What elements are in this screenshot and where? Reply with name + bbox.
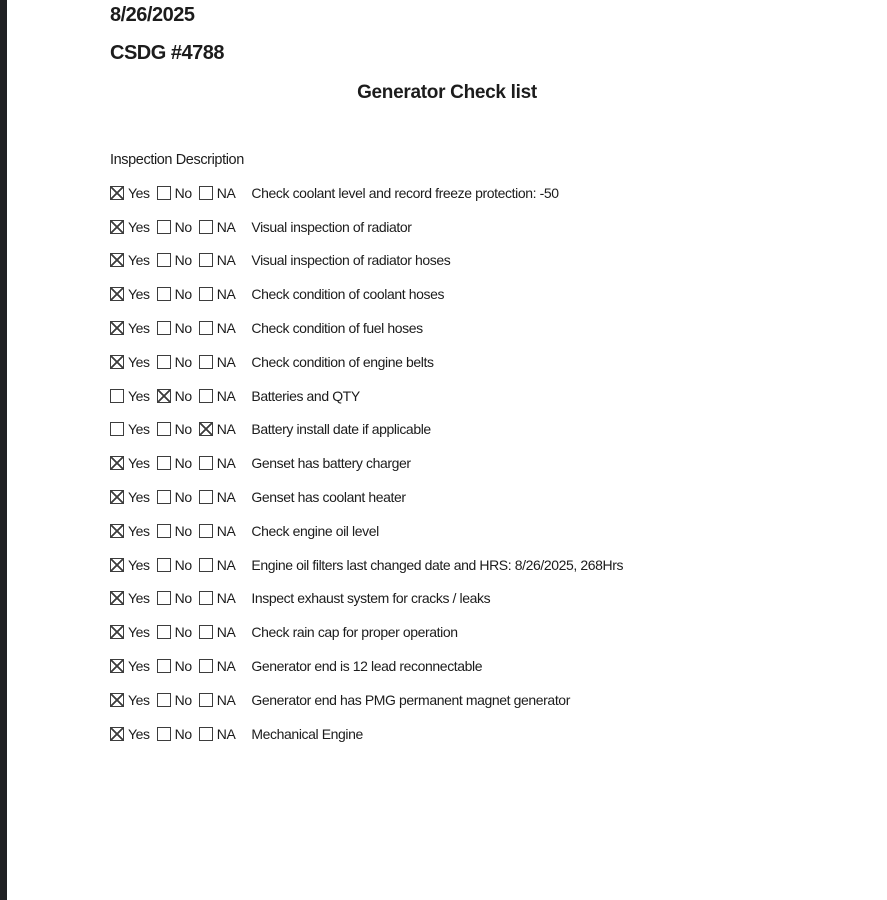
yes-checkbox[interactable] [110, 422, 124, 436]
na-checkbox[interactable] [199, 287, 213, 301]
checklist-row [110, 379, 887, 413]
na-checkbox[interactable] [199, 321, 213, 335]
yes-checkbox[interactable] [110, 253, 124, 267]
na-checkbox-label: NA [216, 590, 236, 607]
checklist-item-description: Visual inspection of radiator [251, 218, 412, 235]
na-checkbox-label: NA [216, 353, 236, 370]
no-checkbox-label: No [174, 184, 192, 201]
no-checkbox[interactable] [157, 186, 171, 200]
no-checkbox[interactable] [157, 558, 171, 572]
no-checkbox[interactable] [157, 422, 171, 436]
no-checkbox[interactable] [157, 727, 171, 741]
na-checkbox-label: NA [216, 658, 236, 675]
checklist-item-description: Check condition of fuel hoses [251, 320, 423, 337]
na-checkbox[interactable] [199, 490, 213, 504]
na-checkbox[interactable] [199, 186, 213, 200]
no-checkbox[interactable] [157, 625, 171, 639]
na-checkbox-label: NA [216, 320, 236, 337]
no-checkbox[interactable] [157, 253, 171, 267]
checklist-item-description: Battery install date if applicable [251, 421, 431, 438]
no-checkbox[interactable] [157, 321, 171, 335]
yes-checkbox-label: Yes [128, 522, 150, 539]
checklist-item-description: Genset has battery charger [251, 455, 411, 472]
na-checkbox-label: NA [216, 286, 236, 303]
no-checkbox-label: No [174, 353, 192, 370]
checklist-item-description: Inspect exhaust system for cracks / leaks [251, 590, 491, 607]
yes-checkbox-label: Yes [128, 184, 150, 201]
yes-checkbox-label: Yes [128, 252, 150, 269]
checklist-item-description: Mechanical Engine [251, 725, 363, 742]
na-checkbox-label: NA [216, 455, 236, 472]
na-checkbox[interactable] [199, 456, 213, 470]
checklist-row [110, 244, 887, 278]
na-checkbox[interactable] [199, 524, 213, 538]
no-checkbox-label: No [174, 489, 192, 506]
yes-checkbox-label: Yes [128, 455, 150, 472]
checklist-row [110, 582, 887, 616]
no-checkbox[interactable] [157, 693, 171, 707]
checklist-row [110, 649, 887, 683]
document-date: 8/26/2025 [110, 4, 195, 26]
yes-checkbox[interactable] [110, 389, 124, 403]
na-checkbox[interactable] [199, 355, 213, 369]
checklist-item-description: Batteries and QTY [251, 387, 360, 404]
no-checkbox[interactable] [157, 389, 171, 403]
window-edge-bar [0, 0, 7, 900]
no-checkbox-label: No [174, 252, 192, 269]
yes-checkbox-label: Yes [128, 353, 150, 370]
checklist-row [110, 514, 887, 548]
yes-checkbox-label: Yes [128, 691, 150, 708]
na-checkbox-label: NA [216, 252, 236, 269]
document-number: CSDG #4788 [110, 42, 224, 64]
yes-checkbox-label: Yes [128, 725, 150, 742]
no-checkbox-label: No [174, 624, 192, 641]
checklist-row [110, 480, 887, 514]
yes-checkbox-label: Yes [128, 590, 150, 607]
na-checkbox-label: NA [216, 691, 236, 708]
page-title: Generator Check list [357, 82, 537, 103]
yes-checkbox[interactable] [110, 524, 124, 538]
no-checkbox-label: No [174, 320, 192, 337]
no-checkbox-label: No [174, 725, 192, 742]
no-checkbox-label: No [174, 421, 192, 438]
no-checkbox[interactable] [157, 456, 171, 470]
na-checkbox-label: NA [216, 184, 236, 201]
na-checkbox-label: NA [216, 522, 236, 539]
checklist-row [110, 345, 887, 379]
checklist-row [110, 277, 887, 311]
yes-checkbox-label: Yes [128, 556, 150, 573]
checklist-item-description: Check engine oil level [251, 522, 379, 539]
yes-checkbox[interactable] [110, 659, 124, 673]
checklist-row [110, 210, 887, 244]
document-page [7, 0, 887, 900]
na-checkbox[interactable] [199, 389, 213, 403]
checklist-item-description: Engine oil filters last changed date and HRS: 8/26/2025, 268Hrs [251, 556, 624, 573]
no-checkbox[interactable] [157, 490, 171, 504]
yes-checkbox-label: Yes [128, 489, 150, 506]
no-checkbox-label: No [174, 387, 192, 404]
yes-checkbox[interactable] [110, 355, 124, 369]
no-checkbox[interactable] [157, 287, 171, 301]
yes-checkbox-label: Yes [128, 286, 150, 303]
yes-checkbox-label: Yes [128, 421, 150, 438]
na-checkbox-label: NA [216, 421, 236, 438]
yes-checkbox[interactable] [110, 693, 124, 707]
yes-checkbox[interactable] [110, 490, 124, 504]
checklist-row [110, 446, 887, 480]
yes-checkbox[interactable] [110, 186, 124, 200]
na-checkbox-label: NA [216, 218, 236, 235]
no-checkbox-label: No [174, 455, 192, 472]
yes-checkbox-label: Yes [128, 624, 150, 641]
na-checkbox[interactable] [199, 727, 213, 741]
checklist-row [110, 176, 887, 210]
checklist-row [110, 548, 887, 582]
yes-checkbox[interactable] [110, 456, 124, 470]
checklist-row [110, 717, 887, 751]
checklist [110, 176, 887, 751]
checklist-item-description: Check coolant level and record freeze protection: -50 [251, 184, 559, 201]
yes-checkbox[interactable] [110, 591, 124, 605]
no-checkbox[interactable] [157, 524, 171, 538]
no-checkbox-label: No [174, 522, 192, 539]
checklist-item-description: Check condition of engine belts [251, 353, 434, 370]
na-checkbox[interactable] [199, 659, 213, 673]
na-checkbox-label: NA [216, 624, 236, 641]
checklist-item-description: Check condition of coolant hoses [251, 286, 445, 303]
na-checkbox[interactable] [199, 253, 213, 267]
section-heading: Inspection Description [110, 152, 244, 168]
no-checkbox-label: No [174, 286, 192, 303]
checklist-item-description: Visual inspection of radiator hoses [251, 252, 451, 269]
no-checkbox[interactable] [157, 591, 171, 605]
checklist-item-description: Generator end is 12 lead reconnectable [251, 658, 483, 675]
yes-checkbox[interactable] [110, 558, 124, 572]
na-checkbox[interactable] [199, 591, 213, 605]
na-checkbox[interactable] [199, 422, 213, 436]
no-checkbox-label: No [174, 218, 192, 235]
na-checkbox[interactable] [199, 220, 213, 234]
yes-checkbox[interactable] [110, 321, 124, 335]
no-checkbox-label: No [174, 658, 192, 675]
yes-checkbox-label: Yes [128, 658, 150, 675]
yes-checkbox-label: Yes [128, 320, 150, 337]
checklist-item-description: Check rain cap for proper operation [251, 624, 458, 641]
no-checkbox-label: No [174, 556, 192, 573]
na-checkbox-label: NA [216, 556, 236, 573]
no-checkbox-label: No [174, 590, 192, 607]
yes-checkbox-label: Yes [128, 218, 150, 235]
na-checkbox-label: NA [216, 725, 236, 742]
no-checkbox-label: No [174, 691, 192, 708]
no-checkbox[interactable] [157, 355, 171, 369]
no-checkbox[interactable] [157, 659, 171, 673]
checklist-row [110, 615, 887, 649]
na-checkbox[interactable] [199, 625, 213, 639]
na-checkbox[interactable] [199, 693, 213, 707]
yes-checkbox[interactable] [110, 287, 124, 301]
yes-checkbox-label: Yes [128, 387, 150, 404]
checklist-item-description: Genset has coolant heater [251, 489, 406, 506]
checklist-row [110, 311, 887, 345]
checklist-item-description: Generator end has PMG permanent magnet generator [251, 691, 570, 708]
checklist-row [110, 413, 887, 447]
yes-checkbox[interactable] [110, 220, 124, 234]
yes-checkbox[interactable] [110, 727, 124, 741]
na-checkbox-label: NA [216, 387, 236, 404]
na-checkbox[interactable] [199, 558, 213, 572]
checklist-row [110, 683, 887, 717]
yes-checkbox[interactable] [110, 625, 124, 639]
na-checkbox-label: NA [216, 489, 236, 506]
no-checkbox[interactable] [157, 220, 171, 234]
